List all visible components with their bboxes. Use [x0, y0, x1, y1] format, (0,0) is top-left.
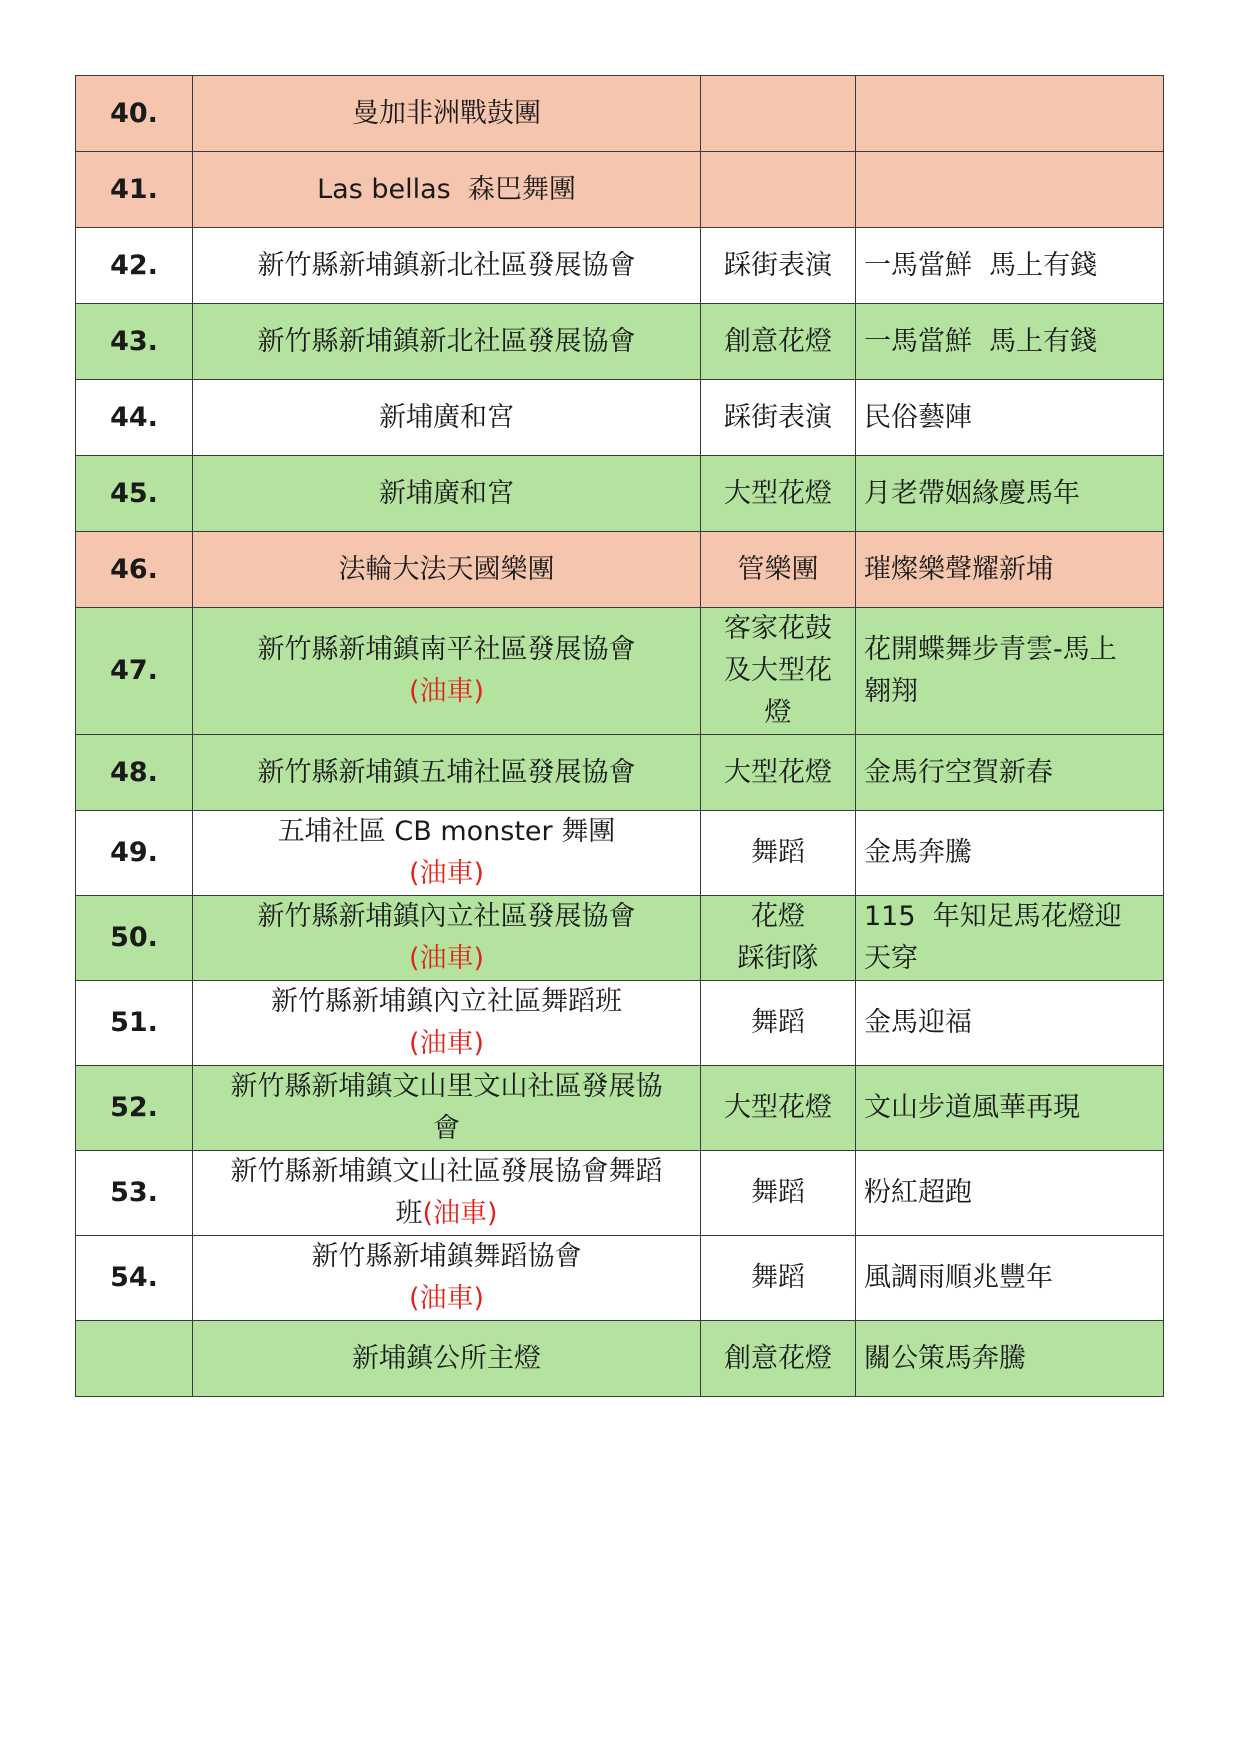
group-name: Las bellas 森巴舞團 [193, 152, 701, 228]
row-number: 40. [76, 76, 193, 152]
group-name [193, 811, 701, 896]
table-row [76, 1236, 1164, 1321]
row-number: 54. [76, 1236, 193, 1321]
table-row [76, 735, 1164, 811]
table-row [76, 532, 1164, 608]
row-number: 49. [76, 811, 193, 896]
group-name: 新埔廣和宮 [193, 380, 701, 456]
performance-type: 舞蹈 [701, 1236, 856, 1321]
group-name: 曼加非洲戰鼓團 [193, 76, 701, 152]
performance-type-line: 客家花鼓 [724, 613, 832, 644]
group-name-line: 新竹縣新埔鎮文山社區發展協會舞蹈 [230, 1156, 663, 1187]
group-name [193, 1151, 701, 1236]
row-number: 42. [76, 228, 193, 304]
table-row [76, 304, 1164, 380]
performance-type-line: 及大型花 [724, 655, 832, 686]
performance-type [701, 608, 856, 735]
group-name-line: 會 [433, 1113, 460, 1144]
group-name: 新埔鎮公所主燈 [193, 1321, 701, 1397]
roster-table [75, 75, 1164, 1397]
oil-truck-note: (油車) [408, 1028, 485, 1059]
performance-theme: 金馬奔騰 [856, 811, 1164, 896]
performance-type: 創意花燈 [701, 1321, 856, 1397]
table-row [76, 1321, 1164, 1397]
row-number: 47. [76, 608, 193, 735]
performance-theme [856, 608, 1164, 735]
group-name: 法輪大法天國樂團 [193, 532, 701, 608]
performance-type-line: 踩街隊 [737, 943, 819, 974]
group-name [193, 1236, 701, 1321]
performance-theme: 璀燦樂聲耀新埔 [856, 532, 1164, 608]
performance-type: 踩街表演 [701, 380, 856, 456]
group-name: 新竹縣新埔鎮新北社區發展協會 [193, 228, 701, 304]
table-row [76, 380, 1164, 456]
performance-type-line: 花燈 [751, 901, 805, 932]
table-row [76, 608, 1164, 735]
oil-truck-note: (油車) [422, 1198, 498, 1229]
performance-type: 大型花燈 [701, 456, 856, 532]
performance-type-line: 燈 [764, 697, 792, 728]
row-number: 41. [76, 152, 193, 228]
row-number: 46. [76, 532, 193, 608]
performance-type: 管樂團 [701, 532, 856, 608]
row-number: 43. [76, 304, 193, 380]
group-name-text: 新竹縣新埔鎮內立社區發展協會 [257, 901, 636, 932]
performance-theme: 一馬當鮮 馬上有錢 [856, 228, 1164, 304]
table-row [76, 1066, 1164, 1151]
group-name-text: 新竹縣新埔鎮舞蹈協會 [311, 1241, 582, 1272]
table-row [76, 811, 1164, 896]
group-name: 新埔廣和宮 [193, 456, 701, 532]
group-name-line: 新竹縣新埔鎮文山里文山社區發展協 [230, 1071, 663, 1102]
table-row [76, 981, 1164, 1066]
performance-theme: 民俗藝陣 [856, 380, 1164, 456]
performance-type: 舞蹈 [701, 981, 856, 1066]
row-number: 48. [76, 735, 193, 811]
group-name [193, 608, 701, 735]
group-name [193, 1066, 701, 1151]
oil-truck-note: (油車) [408, 943, 485, 974]
row-number [76, 1321, 193, 1397]
performance-theme: 風調雨順兆豐年 [856, 1236, 1164, 1321]
row-number: 52. [76, 1066, 193, 1151]
performance-theme: 金馬迎福 [856, 981, 1164, 1066]
group-name [193, 981, 701, 1066]
group-name-text: 班 [395, 1198, 423, 1229]
oil-truck-note: (油車) [408, 676, 485, 707]
performance-type: 創意花燈 [701, 304, 856, 380]
performance-theme: 文山步道風華再現 [856, 1066, 1164, 1151]
performance-type: 舞蹈 [701, 1151, 856, 1236]
row-number: 50. [76, 896, 193, 981]
group-name: 新竹縣新埔鎮五埔社區發展協會 [193, 735, 701, 811]
row-number: 51. [76, 981, 193, 1066]
row-number: 45. [76, 456, 193, 532]
performance-theme: 一馬當鮮 馬上有錢 [856, 304, 1164, 380]
oil-truck-note: (油車) [408, 858, 485, 889]
performance-theme: 關公策馬奔騰 [856, 1321, 1164, 1397]
performance-type [701, 152, 856, 228]
performance-theme: 金馬行空賀新春 [856, 735, 1164, 811]
row-number: 44. [76, 380, 193, 456]
performance-theme-line: 天穿 [864, 943, 918, 974]
performance-type: 大型花燈 [701, 735, 856, 811]
performance-theme [856, 896, 1164, 981]
table-row [76, 76, 1164, 152]
group-name-text: 新竹縣新埔鎮內立社區舞蹈班 [271, 986, 622, 1017]
group-name-text: 新竹縣新埔鎮南平社區發展協會 [257, 634, 636, 665]
performance-theme-line: 翱翔 [864, 676, 918, 707]
performance-theme-line: 115 年知足馬花燈迎 [864, 901, 1122, 932]
table-row [76, 152, 1164, 228]
row-number: 53. [76, 1151, 193, 1236]
performance-type [701, 76, 856, 152]
performance-theme-line: 花開蝶舞步青雲-馬上 [864, 634, 1117, 665]
group-name-line [201, 1193, 692, 1235]
performance-type [701, 896, 856, 981]
performance-theme [856, 76, 1164, 152]
table-row [76, 228, 1164, 304]
table-row [76, 896, 1164, 981]
performance-type: 舞蹈 [701, 811, 856, 896]
performance-type: 大型花燈 [701, 1066, 856, 1151]
group-name [193, 896, 701, 981]
table-row [76, 456, 1164, 532]
table-row [76, 1151, 1164, 1236]
performance-type: 踩街表演 [701, 228, 856, 304]
group-name-text: 五埔社區 CB monster 舞團 [277, 816, 616, 847]
group-name: 新竹縣新埔鎮新北社區發展協會 [193, 304, 701, 380]
performance-theme: 粉紅超跑 [856, 1151, 1164, 1236]
oil-truck-note: (油車) [408, 1283, 485, 1314]
performance-theme: 月老帶姻緣慶馬年 [856, 456, 1164, 532]
performance-theme [856, 152, 1164, 228]
